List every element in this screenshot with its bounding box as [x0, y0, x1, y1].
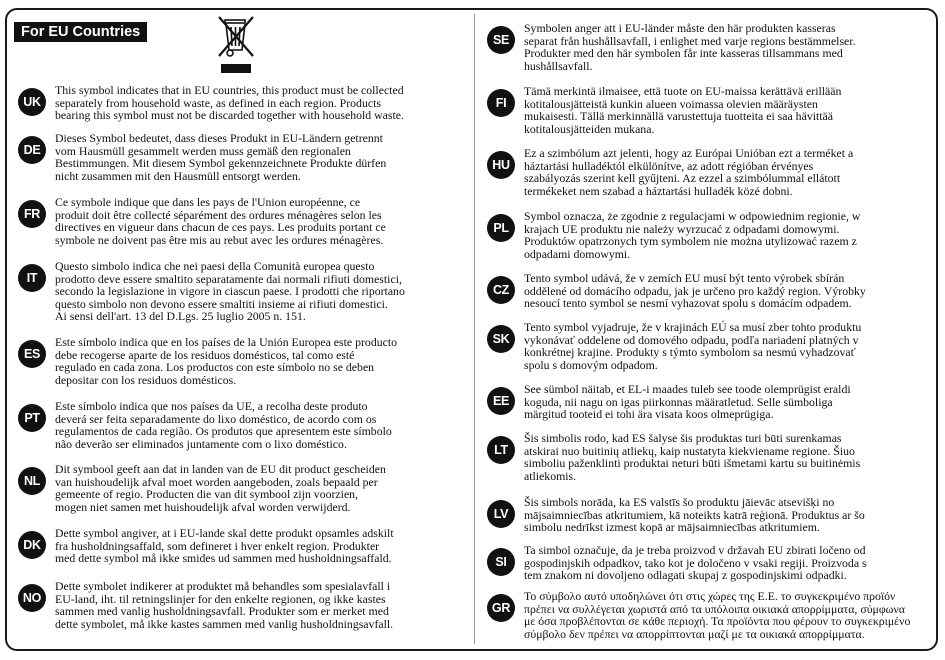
- notice-text-fi: Tämä merkintä ilmaisee, että tuote on EU-maissa kerättävä erillään kotitalousjätteistä kunkin alueen voimassa olevien määräysten mukaisesti. Tällä merkinnällä varustettuja tuotteita ei saa hävittää kotitalousjätteiden mukana.: [524, 84, 842, 136]
- country-badge-fi: FI: [487, 89, 515, 117]
- notice-entry-dk: [18, 527, 470, 565]
- notice-text-pl: Symbol oznacza, że zgodnie z regulacjami w odpowiednim regionie, w krajach UE produktu nie należy wyrzucać z odpadami domowymi. Produktów opatrzonych tym symbolem nie można utylizować razem z odpadami domowymi.: [524, 209, 861, 261]
- notice-text-lv: Šis simbols norāda, ka ES valstīs šo produktu jāievāc atsevišķi no mājsaimniecības atkritumiem, kā noteikts katrā reģionā. Produktus ar šo simbolu nedrīkst izmest kopā ar mājsaimniecības atkritumiem.: [524, 495, 865, 535]
- notice-text-es: Este símbolo indica que en los países de la Unión Europea este producto debe recogerse aparte de los residuos domésticos, tal como esté regulado en cada zona. Los productos con este símbolo no se deben depositar con los residuos domésticos.: [55, 335, 398, 387]
- notice-text-lt: Šis simbolis rodo, kad ES šalyse šis produktas turi būti surenkamas atskirai nuo buitinių atliekų, kaip nustatyta kiekviename regione. Šiuo simboliu paženklinti produktai neturi būti išmetami kartu su buitinėmis atliekomis.: [524, 431, 861, 483]
- country-badge-gr: GR: [487, 594, 515, 622]
- notice-text-se: Symbolen anger att i EU-länder måste den här produkten kasseras separat från hushållsavfall, i enlighet med varje regions bestämmelser. Produkter med den här symbolen får inte kasseras tillsammans med hushållsavfall.: [524, 21, 856, 73]
- country-badge-sk: SK: [487, 325, 515, 353]
- country-badge-se: SE: [487, 26, 515, 54]
- notice-text-it: Questo simbolo indica che nei paesi della Comunità europea questo prodotto deve essere smaltito separatamente dai normali rifiuti domestici, secondo la legislazione in vigore in ciascun paese. I prodotti che riportano questo simbolo non devono essere smaltiti insieme ai rifiuti domestici. Ai sensi dell'art. 13 del D.Lgs. 25 luglio 2005 n. 151.: [55, 259, 405, 324]
- notice-text-uk: This symbol indicates that in EU countries, this product must be collected separately from household waste, as defined in each region. Products bearing this symbol must not be discarded together with household waste.: [55, 83, 404, 123]
- notice-entry-pl: [487, 210, 933, 260]
- notice-entry-fr: [18, 196, 470, 246]
- country-badge-hu: HU: [487, 151, 515, 179]
- notice-entry-lt: [487, 432, 933, 482]
- notice-entry-ee: [487, 383, 933, 421]
- notice-text-nl: Dit symbool geeft aan dat in landen van de EU dit product gescheiden van huishoudelijk afval moet worden aangeboden, zoals bepaald per gemeente of regio. Producten die van dit symbool zijn voorzien, mogen niet samen met huishoudelijk afval worden verwijderd.: [55, 462, 386, 514]
- country-badge-no: NO: [18, 584, 46, 612]
- notice-text-ee: See sümbol näitab, et EL-i maades tuleb see toode olemprügist eraldi koguda, nii nagu on igas piirkonnas määratletud. Selle sümboliga märgitud tooteid ei tohi ära visata koos olmeprügiga.: [524, 382, 851, 422]
- notice-entry-lv: [487, 496, 933, 534]
- country-badge-ee: EE: [487, 387, 515, 415]
- notice-entry-hu: [487, 147, 933, 197]
- notice-entry-se: [487, 22, 933, 72]
- notice-text-dk: Dette symbol angiver, at i EU-lande skal dette produkt opsamles adskilt fra husholdningsaffald, som defineret i hver enkelt region. Produkter med dette symbol må ikke smides ud sammen med husholdningsaffald.: [55, 526, 394, 566]
- country-badge-pl: PL: [487, 214, 515, 242]
- country-badge-cz: CZ: [487, 276, 515, 304]
- notice-entry-nl: [18, 463, 470, 513]
- notice-text-fr: Ce symbole indique que dans les pays de l'Union européenne, ce produit doit être collecté séparément des ordures ménagères selon les directives en vigueur dans chacun de ces pays. Les produits portant ce symbole ne doivent pas être mis au rebut avec les ordures ménagères.: [55, 195, 386, 247]
- notice-text-gr: Το σύμβολο αυτό υποδηλώνει ότι στις χώρες της Ε.Ε. το συγκεκριμένο προϊόν πρέπει να συλλέγεται χωριστά από τα υπόλοιπα οικιακά απορρίμματα, σύμφωνα με όσα προβλέπονται σε κάθε περιοχή. Τα προϊόντα που φέρουν το συγκεκριμένο σύμβολο δεν πρέπει να απορρίπτονται μαζί με τα οικιακά απορρίμματα.: [524, 589, 911, 641]
- country-badge-it: IT: [18, 264, 46, 292]
- notice-text-sk: Tento symbol vyjadruje, že v krajinách EÚ sa musí zber tohto produktu vykonávať oddelene od domového odpadu, podľa nariadení platných v konkrétnej krajine. Produkty s týmto symbolom sa nesmú vyhadzovať spolu s domovým odpadom.: [524, 320, 862, 372]
- notice-entry-cz: [487, 272, 933, 310]
- notice-entry-fi: [487, 85, 933, 135]
- country-badge-pt: PT: [18, 404, 46, 432]
- country-badge-fr: FR: [18, 200, 46, 228]
- notice-entry-uk: [18, 84, 470, 122]
- notice-entry-gr: [487, 590, 933, 640]
- crossed-out-wheelie-bin-icon: [214, 12, 258, 78]
- country-badge-de: DE: [18, 136, 46, 164]
- country-badge-si: SI: [487, 548, 515, 576]
- notice-text-si: Ta simbol označuje, da je treba proizvod v državah EU zbirati ločeno od gospodinjskih odpadkov, tako kot je določeno v vsaki regiji. Proizvoda s tem znakom ni dovoljeno odlagati skupaj z gospodinjskimi odpadki.: [524, 543, 867, 583]
- notice-text-de: Dieses Symbol bedeutet, dass dieses Produkt in EU-Ländern getrennt vom Hausmüll gesammelt werden muss gemäß den regionalen Bestimmungen. Mit diesem Symbol gekennzeichnete Produkte dürfen nicht zusammen mit den Hausmüll entsorgt werden.: [55, 131, 387, 183]
- page-title: For EU Countries: [14, 22, 147, 42]
- notice-entry-sk: [487, 321, 933, 371]
- notice-entry-no: [18, 580, 470, 630]
- column-divider: [474, 14, 475, 644]
- notice-text-pt: Este símbolo indica que nos países da UE, a recolha deste produto deverá ser feita separadamente do lixo doméstico, de acordo com os regulamentos de cada região. Os produtos que apresentem este símbolo não deverão ser eliminados juntamente com o lixo doméstico.: [55, 399, 392, 451]
- notice-text-cz: Tento symbol udává, že v zemích EU musí být tento výrobek sbírán oddělené od domácího odpadu, jak je určeno pro každý region. Výrobky nesoucí tento symbol se nesmí vyhazovat spolu s domácím odpadem.: [524, 271, 866, 311]
- country-badge-es: ES: [18, 340, 46, 368]
- notice-entry-it: [18, 260, 470, 323]
- country-badge-uk: UK: [18, 88, 46, 116]
- notice-entry-es: [18, 336, 470, 386]
- country-badge-lt: LT: [487, 436, 515, 464]
- notice-entry-pt: [18, 400, 470, 450]
- notice-text-hu: Ez a szimbólum azt jelenti, hogy az Európai Unióban ezt a terméket a háztartási hulladéktól elkülönítve, az adott régióban érvényes szabályozás szerint kell gyűjteni. Az ezzel a szimbólummal ellátott termékeket nem szabad a háztartási hulladék közé dobni.: [524, 146, 854, 198]
- country-badge-dk: DK: [18, 531, 46, 559]
- notice-entry-de: [18, 132, 470, 182]
- country-badge-nl: NL: [18, 467, 46, 495]
- notice-text-no: Dette symbolet indikerer at produktet må behandles som spesialavfall i EU-land, iht. til retningslinjer for den enkelte regionen, og ikke kastes sammen med vanlig husholdningsavfall. Produkter som er merket med dette symbolet, må ikke kastes sammen med vanlig husholdningsavfall.: [55, 579, 394, 631]
- notice-entry-si: [487, 544, 933, 582]
- country-badge-lv: LV: [487, 500, 515, 528]
